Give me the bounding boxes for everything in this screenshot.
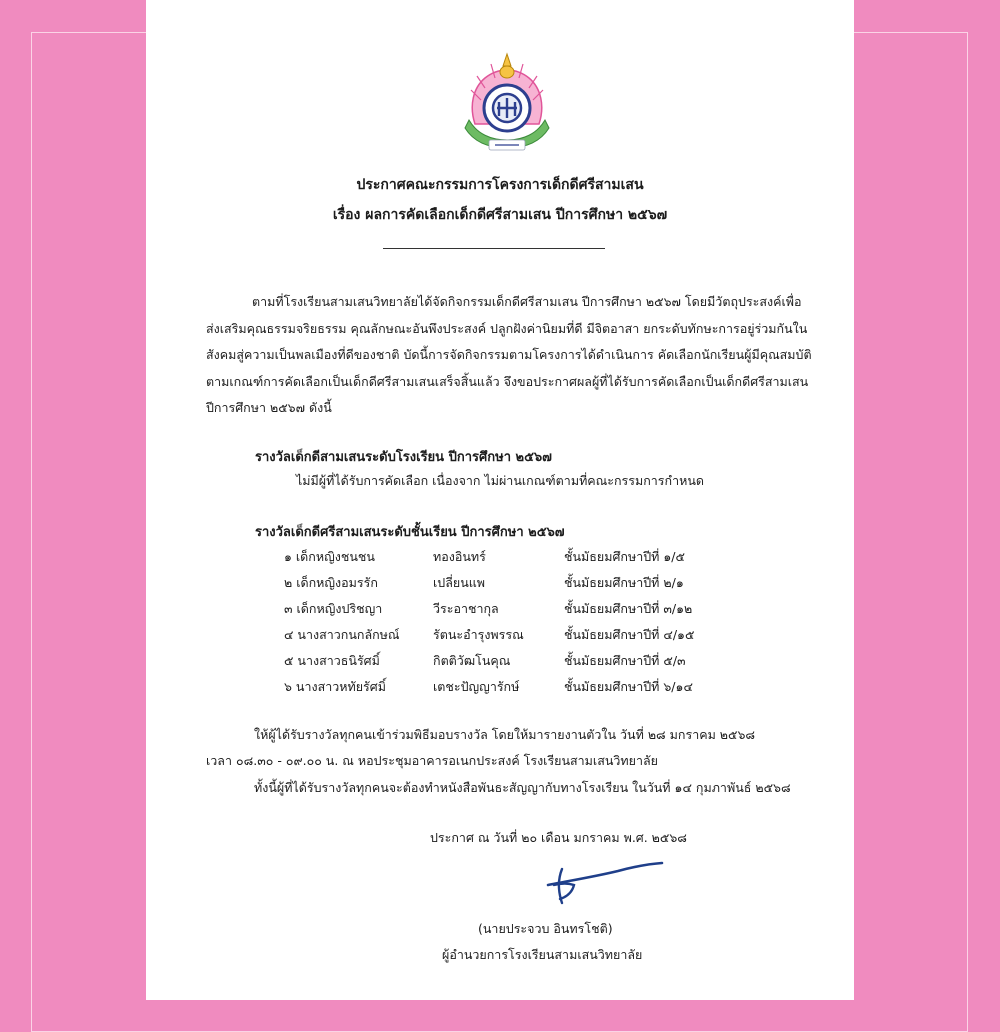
class-award-heading: รางวัลเด็กดีศรีสามเสนระดับชั้นเรียน ปีการศึกษา ๒๕๖๗ (255, 525, 565, 540)
winner-row (284, 625, 784, 645)
intro-line: ส่งเสริมคุณธรรมจริยธรรม คุณลักษณะอันพึงประสงค์ ปลูกฝังค่านิยมที่ดี มีจิตอาสา ยกระดับทักษะการอยู่ร่วมกันใน (206, 320, 808, 336)
signer-name: (นายประจวบ อินทรโชติ) (478, 921, 613, 936)
intro-line: ตามเกณฑ์การคัดเลือกเป็นเด็กดีศรีสามเสนเสร็จสิ้นแล้ว จึงขอประกาศผลผู้ที่ได้รับการคัดเลือกเป็นเด็กดีศรีสามเสน (206, 373, 809, 389)
winner-surname: รัตนะอำรุงพรรณ (433, 627, 524, 642)
winner-name: ๖ นางสาวหทัยรัศมิ์ (284, 679, 386, 694)
winner-class: ชั้นมัธยมศึกษาปีที่ ๔/๑๕ (564, 627, 695, 642)
winner-class: ชั้นมัธยมศึกษาปีที่ ๒/๑ (564, 575, 684, 590)
announcement-date: ประกาศ ณ วันที่ ๒๐ เดือน มกราคม พ.ศ. ๒๕๖๘ (430, 830, 687, 845)
winner-name: ๕ นางสาวธนิรัศมิ์ (284, 653, 380, 668)
intro-line: ปีการศึกษา ๒๕๖๗ ดังนี้ (206, 400, 332, 415)
winner-surname: เตชะปัญญารักษ์ (433, 679, 520, 694)
announcement-subject: เรื่อง ผลการคัดเลือกเด็กดีศรีสามเสน ปีการศึกษา ๒๕๖๗ (332, 207, 668, 223)
winner-surname: วีระอาชากุล (433, 601, 499, 616)
winner-row (284, 651, 784, 671)
winner-class: ชั้นมัธยมศึกษาปีที่ ๓/๑๒ (564, 601, 693, 616)
winner-class: ชั้นมัธยมศึกษาปีที่ ๑/๕ (564, 549, 685, 564)
winner-class: ชั้นมัธยมศึกษาปีที่ ๕/๓ (564, 653, 686, 668)
winner-surname: เปลี่ยนแพ (433, 575, 486, 590)
winner-name: ๓ เด็กหญิงปริชญา (284, 601, 383, 616)
announcement-title: ประกาศคณะกรรมการโครงการเด็กดีศรีสามเสน (356, 177, 644, 193)
winner-surname: ทองอินทร์ (433, 549, 486, 564)
intro-line: สังคมสู่ความเป็นพลเมืองที่ดีของชาติ บัดนี้การจัดกิจกรรมตามโครงการได้ดำเนินการ คัดเลือกนักเรียนผู้มีคุณสมบัติ (206, 347, 812, 362)
signer-title: ผู้อำนวยการโรงเรียนสามเสนวิทยาลัย (442, 947, 643, 962)
announcement-paper (146, 0, 854, 1000)
winner-row (284, 677, 784, 697)
handwritten-signature (538, 855, 668, 907)
school-emblem-icon (461, 48, 553, 156)
winner-row (284, 599, 784, 619)
winner-name: ๔ นางสาวกนกลักษณ์ (284, 627, 400, 642)
ceremony-time-place: เวลา ๐๘.๓๐ - ๐๙.๐๐ น. ณ หอประชุมอาคารอเนกประสงค์ โรงเรียนสามเสนวิทยาลัย (206, 753, 658, 768)
title-divider (383, 248, 605, 249)
contract-notice: ทั้งนี้ผู้ที่ได้รับรางวัลทุกคนจะต้องทำหนังสือพันธะสัญญากับทางโรงเรียน ในวันที่ ๑๔ กุมภาพันธ์ ๒๕๖๘ (254, 780, 791, 795)
school-award-result: ไม่มีผู้ที่ได้รับการคัดเลือก เนื่องจาก ไม่ผ่านเกณฑ์ตามที่คณะกรรมการกำหนด (296, 473, 705, 488)
intro-paragraph (206, 289, 812, 422)
winner-row (284, 547, 784, 567)
ceremony-instruction: ให้ผู้ได้รับรางวัลทุกคนเข้าร่วมพิธีมอบรางวัล โดยให้มารายงานตัวใน วันที่ ๒๘ มกราคม ๒๕๖๘ (254, 727, 756, 742)
winner-name: ๑ เด็กหญิงชนชน (284, 549, 375, 564)
winner-class: ชั้นมัธยมศึกษาปีที่ ๖/๑๔ (564, 679, 693, 694)
school-award-heading: รางวัลเด็กดีสามเสนระดับโรงเรียน ปีการศึกษา ๒๕๖๗ (255, 450, 552, 465)
winner-name: ๒ เด็กหญิงอมรรัก (284, 575, 378, 590)
intro-line: ตามที่โรงเรียนสามเสนวิทยาลัยได้จัดกิจกรรมเด็กดีศรีสามเสน ปีการศึกษา ๒๕๖๗ โดยมีวัตถุประสงค์เพื่อ (252, 294, 802, 309)
winner-row (284, 573, 784, 593)
winner-surname: กิตติวัฒโนคุณ (433, 653, 511, 668)
